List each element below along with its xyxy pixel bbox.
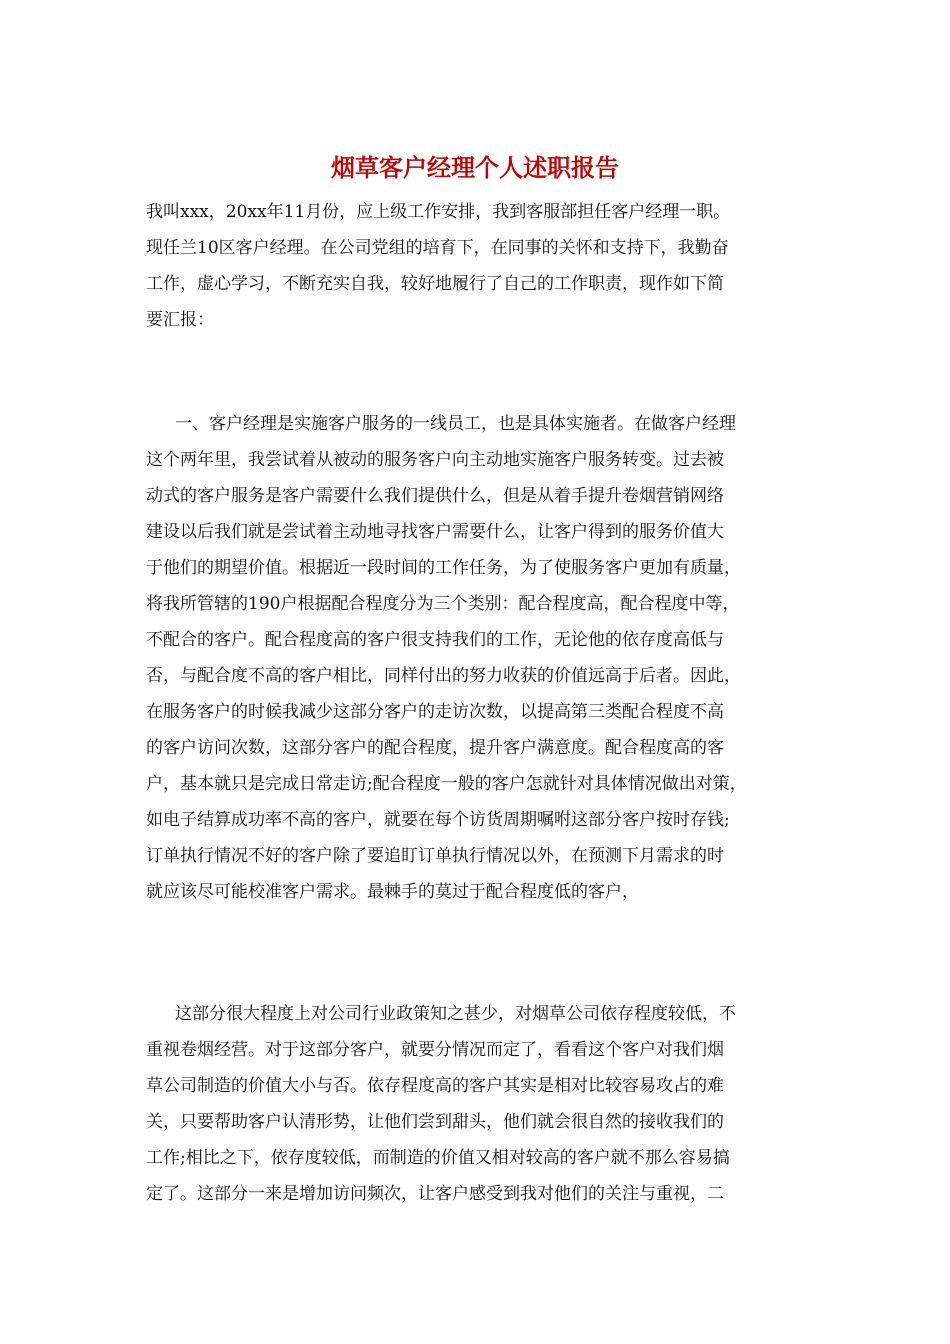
text-line: 要汇报： bbox=[146, 310, 214, 330]
paragraph-intro bbox=[146, 194, 816, 338]
text-line: 关，只要帮助客户认清形势，让他们尝到甜头，他们就会很自然的接收我们的 bbox=[146, 1112, 724, 1132]
text-line: 的客户访问次数，这部分客户的配合程度，提升客户满意度。配合程度高的客 bbox=[146, 738, 724, 758]
text-line: 动式的客户服务是客户需要什么我们提供什么，但是从着手提升卷烟营销网络 bbox=[146, 486, 724, 506]
document-title: 烟草客户经理个人述职报告 bbox=[331, 153, 619, 182]
paragraph-section-one bbox=[146, 406, 816, 910]
text-line: 我叫xxx，20xx年11月份，应上级工作安排，我到客服部担任客户经理一职。 bbox=[146, 202, 731, 222]
text-line: 于他们的期望价值。根据近一段时间的工作任务，为了使服务客户更加有质量， bbox=[146, 558, 741, 578]
text-line: 将我所管辖的190户根据配合程度分为三个类别：配合程度高，配合程度中等， bbox=[146, 594, 740, 614]
text-line: 定了。这部分一来是增加访问频次，让客户感受到我对他们的关注与重视，二 bbox=[146, 1184, 724, 1204]
text-line: 工作，虚心学习，不断充实自我，较好地履行了自己的工作职责，现作如下简 bbox=[146, 274, 724, 294]
text-line: 建设以后我们就是尝试着主动地寻找客户需要什么，让客户得到的服务价值大 bbox=[146, 522, 724, 542]
text-line: 在服务客户的时候我减少这部分客户的走访次数，以提高第三类配合程度不高 bbox=[146, 702, 724, 722]
text-line: 草公司制造的价值大小与否。依存程度高的客户其实是相对比较容易攻占的难 bbox=[146, 1076, 724, 1096]
text-line: 这部分很大程度上对公司行业政策知之甚少，对烟草公司依存程度较低，不 bbox=[175, 1004, 736, 1024]
text-line: 重视卷烟经营。对于这部分客户，就要分情况而定了，看看这个客户对我们烟 bbox=[146, 1040, 724, 1060]
text-line: 现任兰10区客户经理。在公司党组的培育下，在同事的关怀和支持下，我勤奋 bbox=[146, 238, 729, 258]
text-line: 不配合的客户。配合程度高的客户很支持我们的工作，无论他的依存度高低与 bbox=[146, 630, 724, 650]
text-line: 否，与配合度不高的客户相比，同样付出的努力收获的价值远高于后者。因此， bbox=[146, 666, 741, 686]
text-line: 一、客户经理是实施客户服务的一线员工，也是具体实施者。在做客户经理 bbox=[175, 414, 736, 434]
text-line: 如电子结算成功率不高的客户，就要在每个访货周期嘱咐这部分客户按时存钱; bbox=[146, 810, 730, 830]
text-line: 这个两年里，我尝试着从被动的服务客户向主动地实施客户服务转变。过去被 bbox=[146, 450, 724, 470]
text-line: 工作;相比之下，依存度较低，而制造的价值又相对较高的客户就不那么容易搞 bbox=[146, 1148, 730, 1168]
paragraph-low-cooperation bbox=[146, 996, 816, 1212]
text-line: 就应该尽可能校准客户需求。最棘手的莫过于配合程度低的客户， bbox=[146, 882, 639, 902]
text-line: 订单执行情况不好的客户除了要追盯订单执行情况以外，在预测下月需求的时 bbox=[146, 846, 724, 866]
text-line: 户，基本就只是完成日常走访;配合程度一般的客户怎就针对具体情况做出对策， bbox=[146, 774, 747, 794]
